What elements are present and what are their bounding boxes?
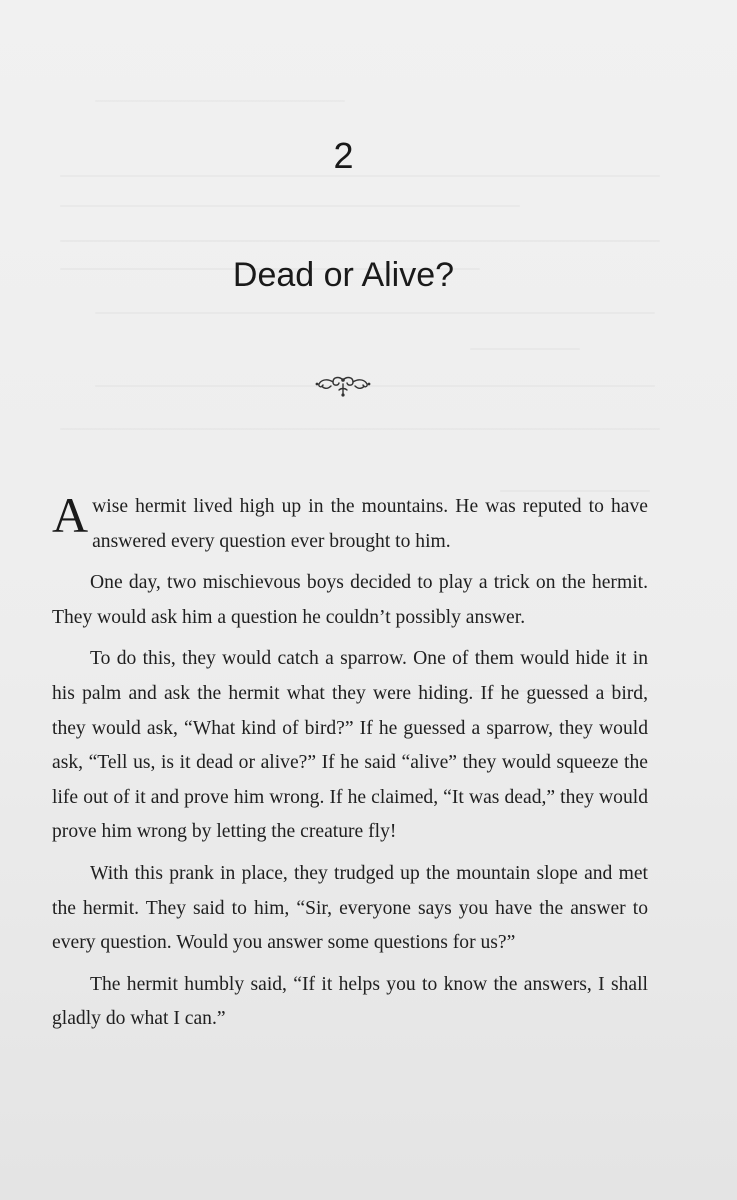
drop-cap: A	[52, 487, 89, 543]
story-text	[52, 487, 648, 1044]
paragraph-2: One day, two mischievous boys decided to play a trick on the hermit. They would ask him a question he couldn’t possibly answer.	[52, 572, 648, 628]
paragraph-3: To do this, they would catch a sparrow. One of them would hide it in his palm and ask the hermit what they were hiding. If he guessed a bird, they would ask, “What kind of bird?” If he guessed a sparrow, they would ask, “Tell us, is it dead or alive?” If he said “alive” they would squeeze the life out of it and prove him wrong. If he claimed, “It was dead,” they would prove him wrong by letting the creature fly!	[52, 648, 648, 843]
paragraph-1-text: wise hermit lived high up in the mountains. He was reputed to have answered every question ever brought to him.	[92, 496, 648, 552]
chapter-number: 2	[333, 135, 354, 176]
paragraph-5: The hermit humbly said, “If it helps you to know the answers, I shall gladly do what I can.”	[52, 973, 648, 1030]
paragraph-1	[52, 487, 648, 559]
paragraph-4: With this prank in place, they trudged up the mountain slope and met the hermit. They said to him, “Sir, everyone says you have the answer to every question. Would you answer some questions for us?”	[52, 862, 648, 954]
fleuron-ornament-icon	[313, 374, 373, 398]
chapter-title: Dead or Alive?	[232, 256, 455, 294]
